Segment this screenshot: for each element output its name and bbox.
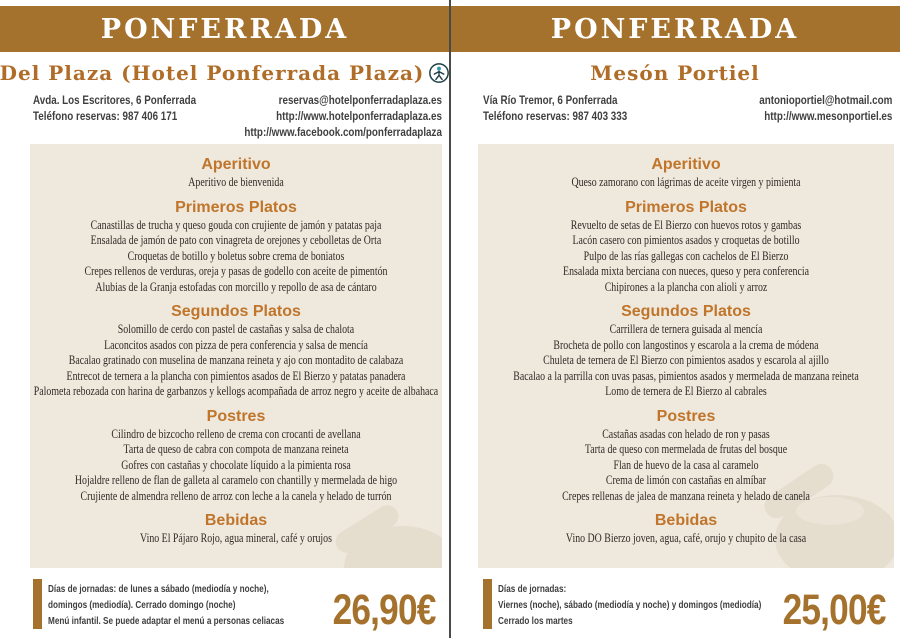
address-block	[483, 92, 627, 124]
center-divider-line	[449, 0, 451, 638]
menu-section-title: Primeros Platos	[625, 198, 747, 216]
menu-page-meson-portiel	[450, 0, 900, 638]
accessibility-icon	[428, 62, 450, 84]
menu-item: Entrecot de ternera a la plancha con pimientos asados de El Bierzo y patatas panadera	[66, 368, 406, 383]
menu-section-title: Aperitivo	[651, 156, 721, 173]
menu-item: Crepes rellenos de verduras, oreja y pasas de godello con aceite de pimentón	[84, 264, 388, 278]
menu-item: Ensalada mixta berciana con nueces, queso y pera conferencia	[563, 264, 809, 278]
address-block	[33, 92, 196, 124]
menu-item: Hojaldre relleno de flan de galleta al caramelo con chantilly y mermelada de higo	[74, 473, 398, 487]
menu-item: Chipirones a la plancha con alioli y arroz	[604, 279, 768, 294]
footer-info-line: Viernes (noche), sábado (mediodía y noche) y domingos (mediodía)	[498, 599, 762, 611]
menu-item: Bacalao a la parrilla con uvas pasas, pimientos asados y mermelada de manzana reineta	[513, 368, 859, 383]
menu-item: Crujiente de almendra relleno de arroz con leche a la canela y helado de turrón	[80, 488, 392, 503]
address-line: Avda. Los Escritores, 6 Ponferrada	[33, 93, 197, 107]
contact-line: http://www.facebook.com/ponferradaplaza	[244, 125, 442, 139]
menu-item: Gofres con castañas y chocolate líquido a la pimienta rosa	[121, 457, 351, 472]
menu-item: Palometa rebozada con harina de garbanzos y kellogs acompañada de arroz negro y aceite de albahaca	[33, 384, 439, 398]
menu-section-title: Segundos Platos	[621, 303, 751, 320]
menu-item: Bacalao gratinado con muselina de manzana reineta y ajo con montadito de calabaza	[68, 353, 404, 367]
footer-info	[48, 581, 329, 629]
address-line: Teléfono reservas: 987 406 171	[33, 109, 178, 123]
menu-item: Crepes rellenas de jalea de manzana reineta y helado de canela	[562, 488, 810, 503]
region-header-band	[450, 6, 900, 52]
restaurant-title	[450, 59, 900, 86]
contact-line: http://www.mesonportiel.es	[763, 109, 892, 123]
menu-item: Laconcitos asados con pizza de pera conferencia y salsa de mencía	[104, 337, 368, 352]
menu-item: Pulpo de las rías gallegas con cachelos de El Bierzo	[583, 248, 789, 263]
contact-links-block	[759, 92, 892, 124]
restaurant-title	[0, 59, 450, 86]
restaurant-name: Del Plaza (Hotel Ponferrada Plaza)	[0, 60, 425, 85]
menu-item: Vino DO Bierzo joven, agua, café, orujo y chupito de la casa	[565, 531, 807, 545]
menu-item: Queso zamorano con lágrimas de aceite virgen y pimienta	[571, 175, 801, 189]
menu-item: Flan de huevo de la casa al caramelo	[613, 457, 759, 472]
menu-sections	[478, 144, 894, 547]
footer-info-line: domingos (mediodía). Cerrado domingo (noche)	[48, 599, 236, 611]
menu-price: 25,00€	[783, 586, 886, 634]
menu-section-title: Bebidas	[204, 512, 268, 529]
menu-section-title: Segundos Platos	[171, 303, 301, 320]
menu-panel	[478, 144, 894, 568]
menu-item: Ensalada de jamón de pato con vinagreta de orejones y cebolletas de Orta	[90, 233, 382, 247]
menu-item: Lomo de ternera de El Bierzo al cabrales	[605, 384, 767, 398]
footer-info-line: Días de jornadas: de lunes a sábado (mediodía y noche),	[48, 583, 269, 595]
menu-item: Vino El Pájaro Rojo, agua mineral, café y orujos	[140, 531, 332, 545]
address-line: Vía Río Tremor, 6 Ponferrada	[483, 93, 618, 107]
address-line: Teléfono reservas: 987 403 333	[483, 109, 628, 123]
contact-line: reservas@hotelponferradaplaza.es	[278, 93, 442, 107]
menu-item: Carrillera de ternera guisada al mencía	[609, 322, 763, 336]
menu-item: Aperitivo de bienvenida	[188, 175, 284, 189]
menu-item: Tarta de queso de cabra con compota de manzana reineta	[123, 442, 349, 456]
footer-accent-bar	[483, 579, 492, 629]
menu-section-title: Aperitivo	[201, 156, 271, 173]
menu-item: Crema de limón con castañas en almíbar	[605, 473, 767, 487]
contact-line: http://www.hotelponferradaplaza.es	[276, 109, 442, 123]
contact-row	[33, 90, 442, 142]
menu-price: 26,90€	[333, 586, 436, 634]
menu-item: Croquetas de botillo y boletus sobre crema de boniatos	[127, 248, 345, 263]
menu-section-title: Bebidas	[654, 512, 718, 529]
region-title: PONFERRADA	[100, 13, 350, 45]
menu-panel	[30, 144, 442, 568]
menu-section-title: Primeros Platos	[175, 198, 297, 216]
footer-accent-bar	[33, 579, 42, 629]
contact-links-block	[244, 92, 442, 140]
footer-info	[498, 581, 779, 629]
menu-item: Chuleta de ternera de El Bierzo con pimientos asados y escarola al ajillo	[543, 353, 829, 367]
menu-item: Solomillo de cerdo con pastel de castañas y salsa de chalota	[117, 322, 355, 336]
footer-info-line: Menú infantil. Se puede adaptar el menú a personas celiacas	[48, 615, 285, 627]
footer-info-line: Cerrado los martes	[498, 615, 573, 627]
restaurant-name: Mesón Portiel	[590, 60, 760, 85]
page-footer	[483, 576, 886, 634]
menu-item: Canastillas de trucha y queso gouda con crujiente de jamón y patatas paja	[90, 217, 382, 232]
contact-row	[483, 90, 892, 142]
menu-item: Brocheta de pollo con langostinos y escarola a la crema de módena	[553, 337, 819, 352]
menu-section-title: Postres	[656, 407, 716, 425]
page-footer	[33, 576, 436, 634]
region-title: PONFERRADA	[550, 13, 800, 45]
region-header-band	[0, 6, 450, 52]
contact-line: antonioportiel@hotmail.com	[758, 93, 892, 107]
menu-item: Alubias de la Granja estofadas con morcillo y repollo de asa de cántaro	[95, 279, 377, 294]
menu-item: Lacón casero con pimientos asados y croquetas de botillo	[572, 233, 800, 247]
menu-sections	[30, 144, 442, 547]
menu-item: Cilindro de bizcocho relleno de crema con crocanti de avellana	[111, 426, 361, 441]
footer-info-line: Días de jornadas:	[498, 583, 567, 595]
menu-item: Tarta de queso con mermelada de frutas del bosque	[584, 442, 788, 456]
menu-section-title: Postres	[206, 407, 266, 425]
menu-item: Castañas asadas con helado de ron y pasas	[602, 426, 770, 441]
menu-item: Revuelto de setas de El Bierzo con huevos rotos y gambas	[570, 217, 802, 232]
